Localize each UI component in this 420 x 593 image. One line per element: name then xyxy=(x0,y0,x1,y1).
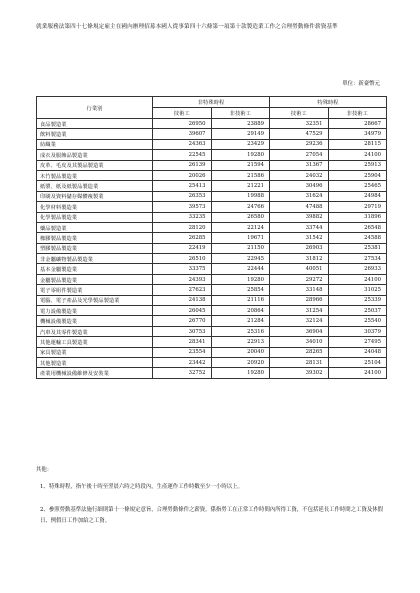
industry-cell: 基本金屬製造業 xyxy=(37,264,153,274)
nonspecial-unskilled-cell: 22945 xyxy=(211,254,270,264)
table-row xyxy=(37,264,387,274)
industry-cell: 電腦、電子產品及光學製品製造業 xyxy=(37,295,153,305)
industry-cell: 電力設備製造業 xyxy=(37,306,153,316)
nonspecial-unskilled-cell: 19280 xyxy=(211,150,270,160)
special-unskilled-cell: 25104 xyxy=(328,357,387,367)
nonspecial-unskilled-cell: 21284 xyxy=(211,316,270,326)
table-row xyxy=(37,212,387,222)
table-row xyxy=(37,357,387,367)
nonspecial-skilled-cell: 20026 xyxy=(153,170,212,180)
nonspecial-unskilled-cell: 23429 xyxy=(211,139,270,149)
special-skilled-cell: 32124 xyxy=(270,316,329,326)
special-unskilled-cell: 27495 xyxy=(328,337,387,347)
special-unskilled-cell: 34979 xyxy=(328,129,387,139)
special-skilled-cell: 28265 xyxy=(270,347,329,357)
special-skilled-cell: 31542 xyxy=(270,233,329,243)
table-row xyxy=(37,170,387,180)
table-body xyxy=(37,119,387,379)
nonspecial-skilled-cell: 28120 xyxy=(153,222,212,232)
special-unskilled-cell: 25913 xyxy=(328,160,387,170)
nonspecial-unskilled-cell: 21594 xyxy=(211,160,270,170)
special-skilled-cell: 29236 xyxy=(270,139,329,149)
wage-standard-table xyxy=(36,96,387,379)
industry-cell: 家具製造業 xyxy=(37,347,153,357)
nonspecial-unskilled-cell: 22444 xyxy=(211,264,270,274)
nonspecial-unskilled-cell: 21586 xyxy=(211,170,270,180)
special-skilled-cell: 33148 xyxy=(270,285,329,295)
special-unskilled-cell: 29719 xyxy=(328,202,387,212)
nonspecial-unskilled-cell: 22913 xyxy=(211,337,270,347)
nonspecial-skilled-cell: 24363 xyxy=(153,139,212,149)
special-unskilled-cell: 30379 xyxy=(328,326,387,336)
special-skilled-cell: 47488 xyxy=(270,202,329,212)
special-unskilled-cell: 25037 xyxy=(328,306,387,316)
nonspecial-skilled-cell: 26285 xyxy=(153,233,212,243)
table-row xyxy=(37,337,387,347)
nonspecial-skilled-cell: 25413 xyxy=(153,181,212,191)
special-skilled-cell: 36904 xyxy=(270,326,329,336)
nonspecial-skilled-cell: 26139 xyxy=(153,160,212,170)
industry-cell: 機械設備製造業 xyxy=(37,316,153,326)
industry-cell: 皮革、毛皮及其製品製造業 xyxy=(37,160,153,170)
industry-cell: 非金屬礦物製品製造業 xyxy=(37,254,153,264)
nonspecial-unskilled-cell: 25316 xyxy=(211,326,270,336)
table-row xyxy=(37,222,387,232)
nonspecial-unskilled-cell: 21150 xyxy=(211,243,270,253)
table-row xyxy=(37,326,387,336)
nonspecial-unskilled-cell: 19671 xyxy=(211,233,270,243)
industry-cell: 食品製造業 xyxy=(37,119,153,129)
table-row xyxy=(37,191,387,201)
special-unskilled-cell: 25339 xyxy=(328,295,387,305)
nonspecial-skilled-cell: 23442 xyxy=(153,357,212,367)
nonspecial-skilled-cell: 39573 xyxy=(153,202,212,212)
special-unskilled-cell: 26548 xyxy=(328,222,387,232)
special-skilled-cell: 27054 xyxy=(270,150,329,160)
nonspecial-unskilled-cell: 19280 xyxy=(211,368,270,378)
nonspecial-unskilled-cell: 24766 xyxy=(211,202,270,212)
nonspecial-unskilled-cell: 21221 xyxy=(211,181,270,191)
special-unskilled-cell: 26933 xyxy=(328,264,387,274)
table-row xyxy=(37,274,387,284)
industry-cell: 產業用機械設備維修及安裝業 xyxy=(37,368,153,378)
special-skilled-cell: 47529 xyxy=(270,129,329,139)
table-row xyxy=(37,243,387,253)
nonspecial-unskilled-cell: 29149 xyxy=(211,129,270,139)
nonspecial-unskilled-cell: 21116 xyxy=(211,295,270,305)
special-skilled-cell: 33744 xyxy=(270,222,329,232)
special-skilled-cell: 26903 xyxy=(270,243,329,253)
header-nonspecial-skilled: 技術工 xyxy=(153,108,212,119)
industry-cell: 汽車及其零件製造業 xyxy=(37,326,153,336)
special-unskilled-cell: 31896 xyxy=(328,212,387,222)
table-row xyxy=(37,254,387,264)
table-row xyxy=(37,160,387,170)
currency-unit-label: 單位：新臺幣元 xyxy=(342,81,380,87)
nonspecial-skilled-cell: 23554 xyxy=(153,347,212,357)
table-row xyxy=(37,295,387,305)
special-unskilled-cell: 24984 xyxy=(328,191,387,201)
nonspecial-unskilled-cell: 22124 xyxy=(211,222,270,232)
special-skilled-cell: 40051 xyxy=(270,264,329,274)
nonspecial-skilled-cell: 22545 xyxy=(153,150,212,160)
special-skilled-cell: 31367 xyxy=(270,160,329,170)
industry-cell: 木竹製品製造業 xyxy=(37,170,153,180)
nonspecial-skilled-cell: 26510 xyxy=(153,254,212,264)
nonspecial-skilled-cell: 33235 xyxy=(153,212,212,222)
industry-cell: 藥品製造業 xyxy=(37,222,153,232)
document-title: 就業服務法第四十七條規定雇主在國內辦理招募本國人從事第四十六條第一項第十款製造業工作之合理勞動條件薪資基準 xyxy=(36,24,338,30)
table-row xyxy=(37,202,387,212)
nonspecial-skilled-cell: 24393 xyxy=(153,274,212,284)
nonspecial-skilled-cell: 26353 xyxy=(153,191,212,201)
special-skilled-cell: 30496 xyxy=(270,181,329,191)
nonspecial-skilled-cell: 39607 xyxy=(153,129,212,139)
industry-cell: 印刷及資料儲存媒體複製業 xyxy=(37,191,153,201)
nonspecial-skilled-cell: 32752 xyxy=(153,368,212,378)
special-unskilled-cell: 24100 xyxy=(328,150,387,160)
special-unskilled-cell: 27534 xyxy=(328,254,387,264)
special-unskilled-cell: 24100 xyxy=(328,274,387,284)
nonspecial-unskilled-cell: 19280 xyxy=(211,274,270,284)
table-row xyxy=(37,129,387,139)
industry-cell: 電子零組件製造業 xyxy=(37,285,153,295)
nonspecial-unskilled-cell: 26580 xyxy=(211,212,270,222)
notes-title: 其他： xyxy=(36,467,53,473)
nonspecial-skilled-cell: 27623 xyxy=(153,285,212,295)
special-unskilled-cell: 31025 xyxy=(328,285,387,295)
nonspecial-skilled-cell: 26950 xyxy=(153,119,212,129)
industry-cell: 飲料製造業 xyxy=(37,129,153,139)
special-skilled-cell: 31254 xyxy=(270,306,329,316)
special-unskilled-cell: 25465 xyxy=(328,181,387,191)
table-row xyxy=(37,119,387,129)
special-skilled-cell: 28966 xyxy=(270,295,329,305)
special-unskilled-cell: 24588 xyxy=(328,233,387,243)
industry-cell: 塑膠製品製造業 xyxy=(37,243,153,253)
special-skilled-cell: 39882 xyxy=(270,212,329,222)
special-skilled-cell: 39302 xyxy=(270,368,329,378)
header-special-unskilled: 非技術工 xyxy=(328,108,387,119)
table-row xyxy=(37,139,387,149)
nonspecial-skilled-cell: 28341 xyxy=(153,337,212,347)
industry-cell: 金屬製品製造業 xyxy=(37,274,153,284)
nonspecial-skilled-cell: 24138 xyxy=(153,295,212,305)
header-nonspecial-schedule: 非特殊時程 xyxy=(153,97,270,108)
industry-cell: 化學製品製造業 xyxy=(37,212,153,222)
special-skilled-cell: 31812 xyxy=(270,254,329,264)
header-industry: 行業別 xyxy=(37,97,153,119)
header-special-schedule: 特殊時程 xyxy=(270,97,387,108)
nonspecial-skilled-cell: 26770 xyxy=(153,316,212,326)
special-skilled-cell: 34010 xyxy=(270,337,329,347)
note-item: 1、特殊時程，指午後十時至翌晨六時之時段內，生產運作工作時數至少一小時以上。 xyxy=(40,484,243,490)
industry-cell: 其他運輸工具製造業 xyxy=(37,337,153,347)
table-row xyxy=(37,368,387,378)
industry-cell: 紡織業 xyxy=(37,139,153,149)
nonspecial-skilled-cell: 26045 xyxy=(153,306,212,316)
table-row xyxy=(37,181,387,191)
special-unskilled-cell: 25540 xyxy=(328,316,387,326)
nonspecial-unskilled-cell: 25854 xyxy=(211,285,270,295)
table-row xyxy=(37,150,387,160)
special-unskilled-cell: 25904 xyxy=(328,170,387,180)
note-item: 2、參照勞動基準法施行細則第十一條規定意旨，合理勞動條件之薪資，係指勞工在正常工作時間內所得工資，不包括延長工作時間之工資及休假日、例假日工作加給之工資。 xyxy=(40,507,384,524)
industry-cell: 橡膠製品製造業 xyxy=(37,233,153,243)
special-skilled-cell: 31624 xyxy=(270,191,329,201)
header-special-skilled: 技術工 xyxy=(270,108,329,119)
nonspecial-unskilled-cell: 19988 xyxy=(211,191,270,201)
nonspecial-skilled-cell: 33375 xyxy=(153,264,212,274)
table-row xyxy=(37,233,387,243)
special-unskilled-cell: 25381 xyxy=(328,243,387,253)
table-row xyxy=(37,306,387,316)
industry-cell: 成衣及服飾品製造業 xyxy=(37,150,153,160)
special-unskilled-cell: 28667 xyxy=(328,119,387,129)
nonspecial-unskilled-cell: 20920 xyxy=(211,357,270,367)
industry-cell: 化學材料製造業 xyxy=(37,202,153,212)
nonspecial-skilled-cell: 30753 xyxy=(153,326,212,336)
nonspecial-unskilled-cell: 23889 xyxy=(211,119,270,129)
industry-cell: 紙漿、紙及紙製品製造業 xyxy=(37,181,153,191)
special-unskilled-cell: 24100 xyxy=(328,368,387,378)
special-skilled-cell: 32351 xyxy=(270,119,329,129)
table-row xyxy=(37,316,387,326)
special-skilled-cell: 29272 xyxy=(270,274,329,284)
special-unskilled-cell: 28115 xyxy=(328,139,387,149)
table-row xyxy=(37,347,387,357)
nonspecial-skilled-cell: 22419 xyxy=(153,243,212,253)
nonspecial-unskilled-cell: 20040 xyxy=(211,347,270,357)
header-nonspecial-unskilled: 非技術工 xyxy=(211,108,270,119)
special-unskilled-cell: 24048 xyxy=(328,347,387,357)
nonspecial-unskilled-cell: 20864 xyxy=(211,306,270,316)
table-row xyxy=(37,285,387,295)
industry-cell: 其他製造業 xyxy=(37,357,153,367)
special-skilled-cell: 28131 xyxy=(270,357,329,367)
special-skilled-cell: 24032 xyxy=(270,170,329,180)
